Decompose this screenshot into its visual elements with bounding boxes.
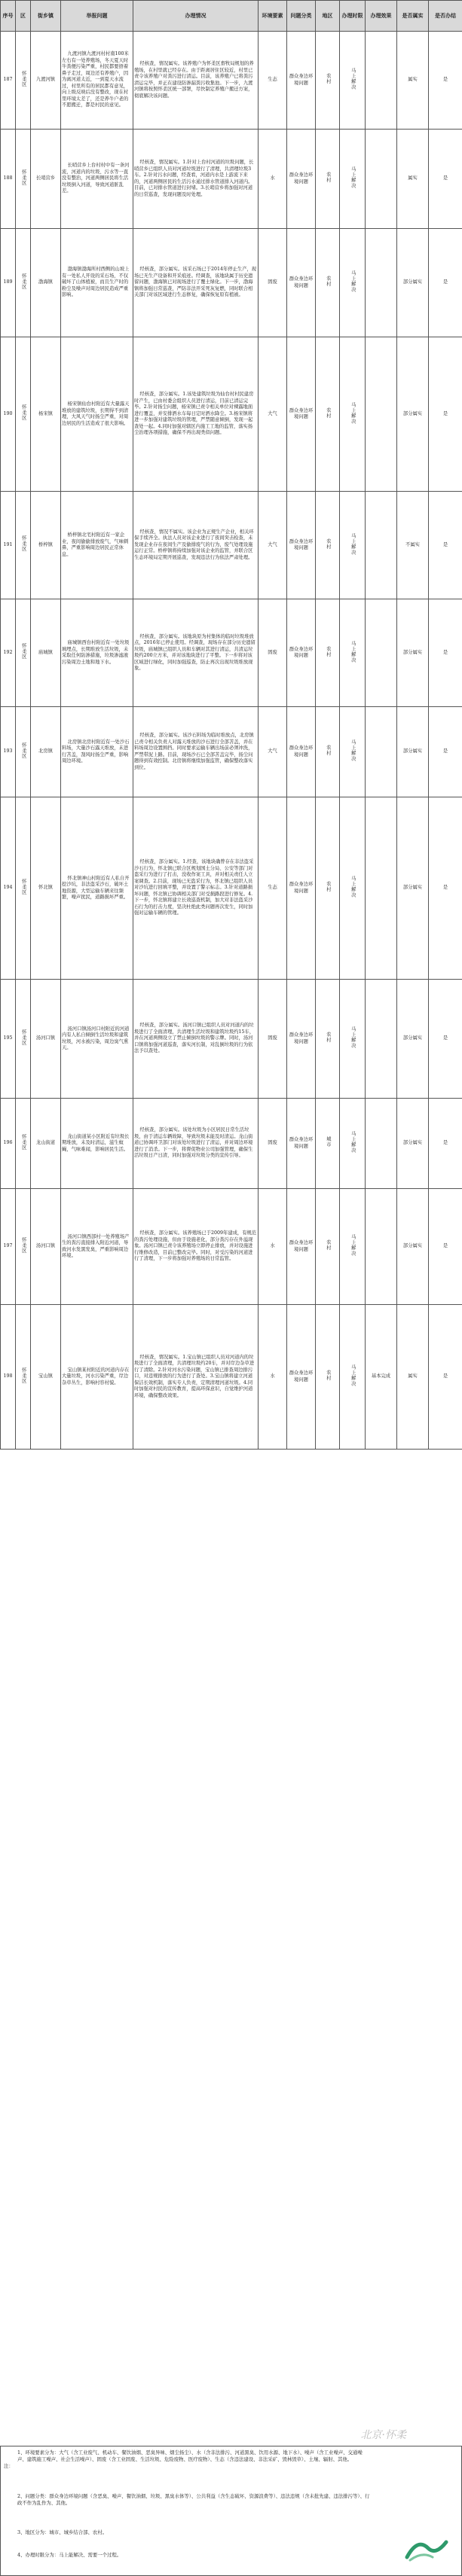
cell-district (16, 797, 31, 980)
cell-text: 马上解决 (350, 1234, 356, 1257)
header-cell: 是否办结 (429, 1, 462, 32)
cell-done: 是 (429, 1189, 462, 1305)
cell-done: 是 (429, 1305, 462, 1450)
cell-text: 怀柔区 (20, 70, 26, 87)
cell-effect (366, 599, 397, 707)
cell-text: 城市 (325, 1136, 331, 1148)
cell-district (16, 32, 31, 130)
cell-text: 怀柔区 (20, 273, 26, 290)
cell-area (316, 707, 340, 797)
cell-town: 桥梓镇 (31, 492, 61, 599)
cell-effect (366, 492, 397, 599)
table-row (1, 797, 462, 980)
table-row (1, 599, 462, 707)
cell-text: 马上解决 (350, 1026, 356, 1049)
header-cell: 地区 (316, 1, 340, 32)
cell-element: 水 (259, 1189, 287, 1305)
table-row (1, 229, 462, 337)
cell-district (16, 1099, 31, 1189)
cell-category: 群众身边环境问题 (287, 797, 316, 980)
cell-action: 经核查，部分属实。该地块原为村集体的临时垃圾堆放点，2016年已停止使用。经调查，现场存在部分历史遗留垃圾，庙城镇已组织人员和车辆对其进行清运，共清运垃圾约200立方米，并对该地块进行了平整。下一步将对该区域进行绿化，同时加强巡查，防止再次出现垃圾堆放现象。 (133, 599, 259, 707)
cell-area (316, 32, 340, 130)
cell-effect (366, 32, 397, 130)
cell-text: 农村 (325, 172, 331, 184)
cell-limit (340, 980, 366, 1099)
cell-effect (366, 707, 397, 797)
cell-no: 192 (1, 599, 16, 707)
cell-no: 195 (1, 980, 16, 1099)
cell-limit (340, 599, 366, 707)
cell-element: 水 (259, 1305, 287, 1450)
cell-text: 马上解决 (350, 68, 356, 90)
cell-no: 188 (1, 130, 16, 229)
cell-action: 经核查，部分属实。该养殖场已于2009年建成，有规范的粪污处理设施，但由于设施老化，部分粪污存在外溢现象。汤河口镇已责令该养殖场立即停止排放，并对设施进行维修改造，目前已整改完毕。同时，对受污染的河道进行了清理，下一步将加强对养殖场的日常监管。 (133, 1189, 259, 1305)
header-cell: 办理效果 (366, 1, 397, 32)
cell-district (16, 599, 31, 707)
cell-limit (340, 337, 366, 492)
cell-town: 汤河口镇 (31, 1189, 61, 1305)
cell-no: 196 (1, 1099, 16, 1189)
table-row (1, 1305, 462, 1450)
cell-text: 农村 (325, 881, 331, 893)
cell-element: 固废 (259, 980, 287, 1099)
header-cell: 举报问题 (61, 1, 133, 32)
cell-limit (340, 1305, 366, 1450)
cell-action: 经核查，情况属实。1.宝山镇已组织人员对河道内的垃圾进行了全面清理，共清理垃圾约20车，并对岸边杂草进行了清除。2.针对河水污染问题，宝山镇已排查周边排污口，对违规排放的行为进行了查处。3.宝山镇将建立河道保洁长效机制，落实专人负责，定期清理河道垃圾。4.同时加强对村民的宣传教育，提高环保意识，自觉维护河道环境，确保整改效果。 (133, 1305, 259, 1450)
cell-text: 马上解决 (350, 1364, 356, 1387)
cell-issue: 九渡河镇九渡河村村南100米左右有一处养殖场，冬天夏天时牛粪便污染严重，村民都要捂着鼻子走过，周边还有养殖户，因为离河道太近，一到夏天水流过，村里所有的居民都有意见，向上级反映后没有整改，现在村里环境太差了，还是养牛户老的不愿搬迁，都是村民的意见。 (61, 32, 133, 130)
cell-text: 怀柔区 (20, 1133, 26, 1151)
cell-category: 群众身边环境问题 (287, 229, 316, 337)
cell-town: 九渡河镇 (31, 32, 61, 130)
cell-category: 群众身边环境问题 (287, 337, 316, 492)
cell-text: 怀柔区 (20, 535, 26, 553)
cell-category: 群众身边环境问题 (287, 1189, 316, 1305)
cell-district (16, 337, 31, 492)
cell-category: 群众身边环境问题 (287, 707, 316, 797)
cell-text: 农村 (325, 1239, 331, 1251)
cell-effect (366, 1189, 397, 1305)
note-item: 4、办理时限分为：马上能解决、需要一个过程。 (17, 2552, 122, 2558)
cell-issue: 北房镇北房村附近有一处沙石料场，大量沙石露天堆放，未进行苫盖，刮风时扬尘严重，影响周边环境。 (61, 707, 133, 797)
cell-real: 属实 (397, 130, 429, 229)
header-cell: 办理时限 (340, 1, 366, 32)
cell-done: 是 (429, 599, 462, 707)
cell-area (316, 599, 340, 707)
cell-category: 群众身边环境问题 (287, 980, 316, 1099)
cell-limit (340, 32, 366, 130)
cell-text: 怀柔区 (20, 404, 26, 422)
cell-done: 是 (429, 707, 462, 797)
cell-element: 大气 (259, 337, 287, 492)
watermark-text: 北京·怀柔 (360, 2429, 406, 2441)
cell-action: 经核查，部分属实。1.经查，该地块确曾存在非法盗采沙石行为，怀北镇已联合区规划国土分局、公安等部门对盗采行为进行了打击，没收作案工具，并对相关责任人立案调查。2.目前，现场已无盗采行为，怀北镇已组织人员对沙坑进行回填平整，并设置了警示标志。3.针对道路损坏问题，怀北镇已协调相关部门对受损路段进行修复。4.下一步，怀北镇将建立长效巡查机制，加大对非法盗采沙石行为的打击力度，坚决杜绝此类问题再次发生，同时加强对运输车辆的管理。 (133, 797, 259, 980)
cell-effect (366, 229, 397, 337)
logo-icon (402, 2535, 451, 2565)
cell-area (316, 980, 340, 1099)
cell-category: 群众身边环境问题 (287, 599, 316, 707)
notes-section (0, 2446, 462, 2576)
cell-effect (366, 797, 397, 980)
table-body (1, 32, 462, 1450)
note-item: 2、问题分类：群众身边环境问题（含恶臭、噪声、餐饮油烟、垃圾、黑臭水体等）、公共利益（含生态破坏、资源浪费等）、违法违规（含未批先建、违法排污等）、行政不作为乱作为、其他。 (17, 2493, 370, 2507)
cell-district (16, 130, 31, 229)
cell-issue: 龙山街道某小区附近有垃圾长期堆放，未及时清运，滋生蚊蝇，气味难闻，影响居民生活。 (61, 1099, 133, 1189)
cell-area (316, 492, 340, 599)
cell-text: 怀柔区 (20, 1029, 26, 1046)
cell-area (316, 1189, 340, 1305)
header-cell: 是否属实 (397, 1, 429, 32)
cell-district (16, 229, 31, 337)
note-item: 3、地区分为：城市、城乡结合部、农村。 (17, 2529, 108, 2535)
notes-label: 注： (4, 2463, 14, 2469)
cell-issue: 杨宋镇仙台村附近有大量露天堆放的建筑垃圾，长期得不到清理，大风天气时扬尘严重，对周边居民的生活造成了很大影响。 (61, 337, 133, 492)
cell-text: 农村 (325, 1032, 331, 1044)
cell-effect: 基本完成 (366, 1305, 397, 1450)
cell-town: 汤河口镇 (31, 980, 61, 1099)
cell-category: 群众身边环境问题 (287, 130, 316, 229)
cell-text: 马上解决 (350, 876, 356, 898)
note-item: 1、环境要素分为：大气（含工业废气、机动车、餐饮油烟、恶臭异味、烟尘扬尘）、水（含非法排污、河道黑臭、饮用水源、地下水）、噪声（含工业噪声、交通噪声、建筑施工噪声、社会生活噪声）、固废（含工业固废、生活垃圾、危险废物、医疗废物）、生态（含违法建设、非法采矿、毁林毁草）、土壤、辐射、其他。 (17, 2449, 363, 2463)
table-row (1, 32, 462, 130)
cell-done: 是 (429, 492, 462, 599)
cell-element: 生态 (259, 32, 287, 130)
cell-done: 是 (429, 130, 462, 229)
cell-area (316, 130, 340, 229)
cell-town: 北房镇 (31, 707, 61, 797)
cell-no: 190 (1, 337, 16, 492)
cell-text: 马上解决 (350, 401, 356, 424)
cell-done: 是 (429, 797, 462, 980)
cell-no: 198 (1, 1305, 16, 1450)
cell-done: 是 (429, 229, 462, 337)
cell-no: 187 (1, 32, 16, 130)
cell-effect (366, 1099, 397, 1189)
cell-element: 固废 (259, 599, 287, 707)
cell-no: 194 (1, 797, 16, 980)
cell-district (16, 1305, 31, 1450)
cell-district (16, 1189, 31, 1305)
cell-real: 部分属实 (397, 599, 429, 707)
cell-text: 怀柔区 (20, 878, 26, 895)
cell-category: 群众身边环境问题 (287, 1305, 316, 1450)
cell-real: 部分属实 (397, 707, 429, 797)
cell-text: 怀柔区 (20, 643, 26, 660)
cell-text: 农村 (325, 745, 331, 757)
cell-real: 部分属实 (397, 980, 429, 1099)
cell-district (16, 707, 31, 797)
cell-real: 属实 (397, 32, 429, 130)
cell-category: 群众身边环境问题 (287, 1099, 316, 1189)
cell-category: 群众身边环境问题 (287, 492, 316, 599)
cell-issue: 庙城镇西台村附近有一处垃圾填埋点，长期堆放生活垃圾，未采取任何防渗措施，垃圾渗滤液污染周边土地和地下水。 (61, 599, 133, 707)
table-row (1, 707, 462, 797)
cell-done: 是 (429, 32, 462, 130)
cell-action: 经核查，情况属实。该养殖户为怀柔区畜牧局规划的养殖场，在村里就已经存在。由于距离居住区较近，村里已责令该养殖户对粪污进行清运。目前，该养殖户已将粪污清运完毕，并正在建设防渗漏粪污收集池。下一步，九渡河镇将按照怀柔区统一部署，尽快制定养殖户搬迁方案，彻底解决该问题。 (133, 32, 259, 130)
cell-done: 是 (429, 1099, 462, 1189)
cell-text: 马上解决 (350, 739, 356, 762)
cell-real: 部分属实 (397, 337, 429, 492)
cell-action: 经核查，部分属实。1.该处建筑垃圾为仙台村村民建房时产生，已由村委会组织人员进行清运，目前已清运完毕。2.针对扬尘问题，杨宋镇已责令相关单位对裸露地面进行覆盖，并安排洒水车每日定时洒水降尘。3.杨宋镇将进一步加强对建筑垃圾的管理，严禁随意倾倒，发现一起查处一起。4.同时加强对辖区内施工工地的监管，落实扬尘治理各项措施，确保不再出现类似问题。 (133, 337, 259, 492)
cell-text: 农村 (325, 407, 331, 419)
cell-town: 杨宋镇 (31, 337, 61, 492)
cell-real: 部分属实 (397, 797, 429, 980)
cell-town: 渤海镇 (31, 229, 61, 337)
cell-town: 庙城镇 (31, 599, 61, 707)
cell-issue: 渤海镇渤海所村西侧的山坡上有一处私人开设的采石场，不仅破坏了山体植被，而且生产时的粉尘及噪声对周边居民造成严重影响。 (61, 229, 133, 337)
cell-real: 部分属实 (397, 229, 429, 337)
cell-no: 189 (1, 229, 16, 337)
header-cell: 区 (16, 1, 31, 32)
cell-done: 是 (429, 337, 462, 492)
cell-town: 长哨营乡 (31, 130, 61, 229)
cell-limit (340, 1189, 366, 1305)
cell-issue: 宝山镇某村附近的河道内存在大量垃圾，河水污染严重，岸边杂草丛生，影响村容村貌。 (61, 1305, 133, 1450)
cell-element: 固废 (259, 1099, 287, 1189)
cell-text: 怀柔区 (20, 742, 26, 759)
cell-done: 是 (429, 980, 462, 1099)
cell-issue: 怀北镇神山村附近有人私自开挖沙坑，非法盗采沙石，破坏土地资源，大型运输车辆来往频繁，噪声扰民，道路损坏严重。 (61, 797, 133, 980)
table-row (1, 980, 462, 1099)
cell-text: 马上解决 (350, 270, 356, 293)
cell-element: 固废 (259, 229, 287, 337)
cell-area (316, 797, 340, 980)
cell-action: 经核查，部分属实。该沙石料场为临时堆放点，北房镇已责令相关负责人对露天堆放的沙石进行全部苫盖，并在料场周边设置围挡。同时要求运输车辆出场前必须冲洗，严禁带泥上路。目前，现场沙石已全部苫盖完毕，扬尘问题得到有效控制。北房镇将继续加强监管，确保整改落实到位。 (133, 707, 259, 797)
table-row (1, 1099, 462, 1189)
cell-limit (340, 797, 366, 980)
cell-action: 经核查，部分属实。该采石场已于2014年停止生产，现场已无生产设备和开采痕迹。经调查，该地块属于历史遗留问题，渤海镇已对现场进行了覆土绿化。下一步，渤海镇将加强日常巡查，严防非法开采死灰复燃，同时联合相关部门对该区域进行生态修复，确保恢复原有植被。 (133, 229, 259, 337)
cell-effect (366, 980, 397, 1099)
cell-text: 马上解决 (350, 1131, 356, 1154)
header-cell: 环境要素 (259, 1, 287, 32)
cell-area (316, 1099, 340, 1189)
cell-element: 大气 (259, 492, 287, 599)
cell-effect (366, 130, 397, 229)
cell-real: 属实 (397, 1305, 429, 1450)
cell-town: 怀北镇 (31, 797, 61, 980)
cell-real: 部分属实 (397, 1189, 429, 1305)
header-cell: 街乡镇 (31, 1, 61, 32)
cell-area (316, 337, 340, 492)
table-row (1, 1189, 462, 1305)
cell-limit (340, 130, 366, 229)
cell-action: 经核查，情况属实。1.针对上台村河道的垃圾问题，长哨营乡已组织人员对河道垃圾进行了清理，共清理垃圾3车。2.针对污水问题，经查看，河道内水是上游流下来的，河道两侧居民的生活污水通过排水管道排入河道内。目前，已对排水管道进行封堵。3.长哨营乡将加强对河道的日常巡查，发现问题及时处理。 (133, 130, 259, 229)
cell-limit (340, 492, 366, 599)
cell-text: 马上解决 (350, 166, 356, 189)
cell-text: 马上解决 (350, 640, 356, 663)
cell-text: 农村 (325, 538, 331, 550)
cell-no: 191 (1, 492, 16, 599)
header-cell: 序号 (1, 1, 16, 32)
cell-real: 部分属实 (397, 1099, 429, 1189)
cell-element: 大气 (259, 707, 287, 797)
cell-effect (366, 337, 397, 492)
cell-text: 怀柔区 (20, 169, 26, 186)
cell-action: 经核查，部分属实。该处垃圾为小区居民日常生活垃圾，由于清运车辆故障，导致垃圾未能及时清运。龙山街道已协调环卫部门对该处垃圾进行了清运，并对周边环境进行了消杀。下一步，将督促物业公司加强管理，确保生活垃圾日产日清，同时加强对垃圾分类的宣传引导。 (133, 1099, 259, 1189)
table-row (1, 492, 462, 599)
cell-real: 不属实 (397, 492, 429, 599)
cell-issue: 长哨营乡上台村村中有一条河流，河道内的垃圾、污水等一直没有整治，河道两侧居民将生活垃圾倒入河道，导致河道脏乱差。 (61, 130, 133, 229)
cell-district (16, 980, 31, 1099)
cell-area (316, 1305, 340, 1450)
cell-text: 农村 (325, 1370, 331, 1382)
cell-text: 怀柔区 (20, 1236, 26, 1254)
cell-text: 农村 (325, 73, 331, 85)
cell-text: 农村 (325, 645, 331, 657)
cell-category: 群众身边环境问题 (287, 32, 316, 130)
cell-district (16, 492, 31, 599)
cell-issue: 桥梓镇北宅村附近有一家企业，夜间偷偷排放废气，气味刺鼻，严重影响周边居民正常休息。 (61, 492, 133, 599)
cell-limit (340, 707, 366, 797)
cell-no: 193 (1, 707, 16, 797)
table-row (1, 337, 462, 492)
cell-action: 经核查，部分属实。汤河口镇已组织人员对河道内的垃圾进行了全面清理，共清理生活垃圾和建筑垃圾约15车，并在河道两侧设立了禁止倾倒垃圾的警示牌。同时，汤河口镇将加强河道巡查，落实河长制，对乱倒垃圾的行为依法予以查处。 (133, 980, 259, 1099)
cell-limit (340, 1099, 366, 1189)
cell-issue: 汤河口镇西部村一处养殖场产生的粪污直接排入附近河道，导致河水发黑发臭，严重影响周边环境。 (61, 1189, 133, 1305)
cell-town: 龙山街道 (31, 1099, 61, 1189)
cell-action: 经核查，情况不属实。该企业为正规生产企业，相关环保手续齐全。执法人员对该企业进行了夜间突击检查，未发现企业存在夜间生产及偷排废气的行为，废气处理设施运行正常。桥梓镇将持续加强对该企业的监管，并联合区生态环境局定期开展巡查，发现违法行为依法严肃处理。 (133, 492, 259, 599)
cell-text: 马上解决 (350, 532, 356, 555)
table-header-row (1, 1, 462, 32)
cell-limit (340, 229, 366, 337)
cell-text: 怀柔区 (20, 1367, 26, 1384)
header-cell: 办理情况 (133, 1, 259, 32)
cell-element: 生态 (259, 797, 287, 980)
cell-text: 农村 (325, 276, 331, 288)
cell-issue: 汤河口镇汤河口村附近的河道内有人私自倾倒生活垃圾和建筑垃圾，河水被污染，周边臭气熏天。 (61, 980, 133, 1099)
cell-area (316, 229, 340, 337)
table-row (1, 130, 462, 229)
cell-no: 197 (1, 1189, 16, 1305)
cell-town: 宝山镇 (31, 1305, 61, 1450)
header-cell: 问题分类 (287, 1, 316, 32)
cell-element: 水 (259, 130, 287, 229)
